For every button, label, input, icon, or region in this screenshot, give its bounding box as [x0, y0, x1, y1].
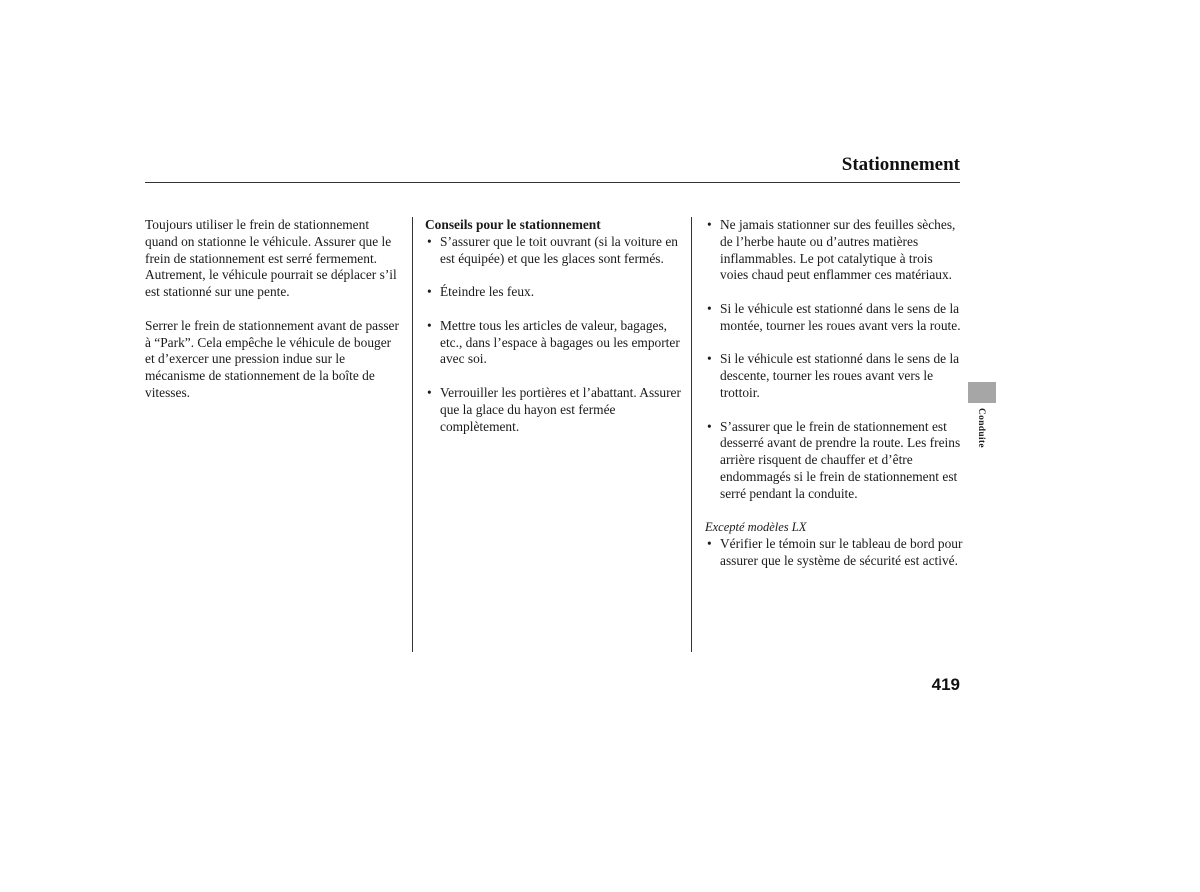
list-item: [705, 301, 963, 335]
list-item: [705, 351, 963, 401]
page-title: Stationnement: [841, 154, 960, 175]
list-item: [425, 284, 687, 301]
title-rule: [145, 182, 960, 183]
paragraph: Toujours utiliser le frein de stationnement quand on stationne le véhicule. Assurer que le frein de stationnement est serré fermement. Autrement, le véhicule pourrait se déplacer s’il est stationné sur une pente.: [145, 217, 397, 300]
section-tab-marker: [968, 382, 996, 403]
bullet-icon: •: [707, 351, 712, 367]
bullet-icon: •: [427, 284, 432, 300]
list-item-text: Vérifier le témoin sur le tableau de bord pour assurer que le système de sécurité est activé.: [720, 536, 963, 568]
list-item: [425, 385, 687, 435]
list-item-text: Si le véhicule est stationné dans le sens de la montée, tourner les roues avant vers la route.: [720, 300, 961, 333]
column-divider: [412, 217, 413, 652]
section-tab-label: Conduite: [976, 408, 986, 448]
list-item-text: Ne jamais stationner sur des feuilles sèches, de l’herbe haute ou d’autres matières inflammables. Le pot catalytique à trois voies chaud peut enflammer ces matériaux.: [720, 217, 956, 283]
list-item-text: Mettre tous les articles de valeur, bagages, etc., dans l’espace à bagages ou les emporter avec soi.: [440, 317, 680, 367]
bullet-icon: •: [427, 317, 432, 333]
list-item: [705, 217, 963, 284]
list-item-text: S’assurer que le toit ouvrant (si la voiture en est équipée) et que les glaces sont fermés.: [440, 233, 678, 266]
column-3: [705, 217, 963, 570]
bullet-icon: •: [427, 384, 432, 400]
page-number: 419: [931, 675, 960, 694]
list-item: [425, 234, 687, 268]
list-item-text: Si le véhicule est stationné dans le sens de la descente, tourner les roues avant vers le trottoir.: [720, 351, 960, 400]
list-item: [425, 318, 687, 368]
bullet-icon: •: [707, 300, 712, 316]
bullet-icon: •: [707, 536, 712, 552]
model-note: Excepté modèles LX: [705, 520, 807, 535]
list-item-text: Verrouiller les portières et l’abattant. Assurer que la glace du hayon est fermée complètement.: [440, 384, 681, 434]
bullet-icon: •: [707, 418, 712, 434]
list-item: [705, 419, 963, 503]
column-1: [145, 217, 403, 402]
list-item-text: S’assurer que le frein de stationnement est desserré avant de prendre la route. Les freins arrière risquent de chauffer et d’être endommagés si le frein de stationnement est serré pendant la conduite.: [720, 418, 961, 501]
bullet-icon: •: [707, 217, 712, 232]
list-item: [705, 536, 963, 570]
bullet-icon: •: [427, 233, 432, 249]
column-divider: [691, 217, 692, 652]
section-heading: Conseils pour le stationnement: [425, 217, 601, 232]
paragraph: Serrer le frein de stationnement avant de passer à “Park”. Cela empêche le véhicule de bouger et d’exercer une pression indue sur le mécanisme de stationnement de la boîte de vitesses.: [145, 317, 399, 400]
list-item-text: Éteindre les feux.: [440, 284, 535, 300]
column-2: [425, 217, 687, 435]
